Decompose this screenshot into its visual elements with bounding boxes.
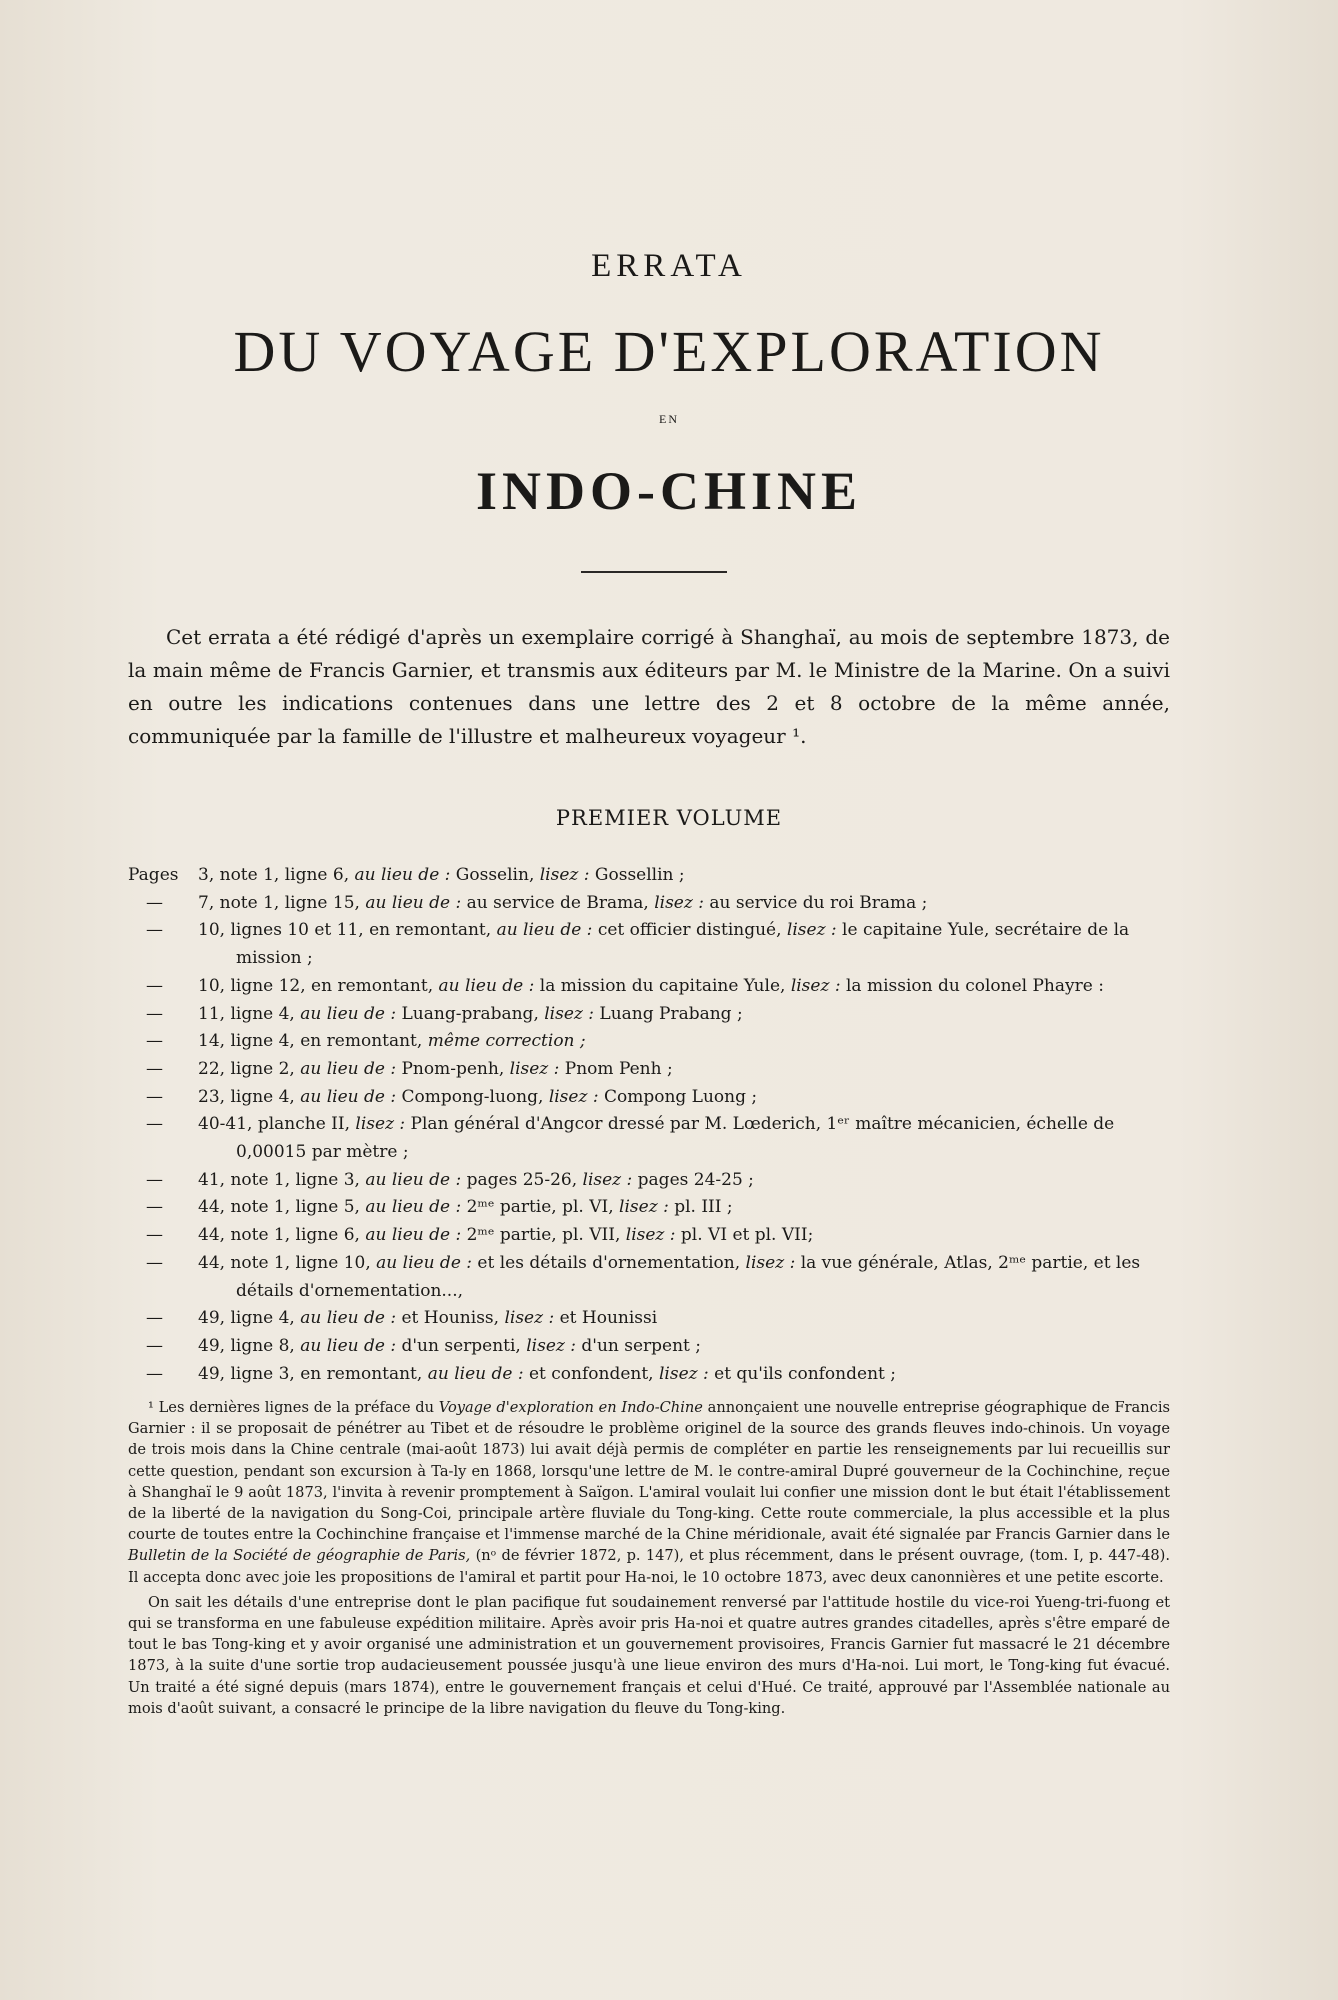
errata-row-text: pages 25-26,: [461, 1169, 583, 1190]
errata-row-text: 41, note 1, ligne 3,: [198, 1169, 366, 1190]
errata-row-text: 44, note 1, ligne 10,: [198, 1252, 377, 1273]
errata-row-text: Plan général d'Angcor dressé par M. Lœderich, 1ᵉʳ maître mécanicien, échelle de: [405, 1114, 1115, 1135]
errata-row-instruction: au lieu de :: [365, 892, 462, 913]
errata-row-text: Compong-luong,: [396, 1086, 549, 1107]
errata-row-lead: —: [146, 920, 163, 941]
errata-row-instruction: au lieu de :: [300, 1308, 397, 1329]
errata-row-text: et Houniss,: [396, 1308, 505, 1329]
errata-row-text: 22, ligne 2,: [198, 1058, 301, 1079]
errata-row: [128, 973, 1170, 1001]
errata-row: [128, 1167, 1170, 1195]
errata-row-lead: —: [146, 1058, 163, 1079]
errata-row-text: 10, lignes 10 et 11, en remontant,: [198, 920, 497, 941]
errata-row-instruction: lisez :: [625, 1225, 676, 1246]
errata-row-instruction: lisez :: [355, 1114, 406, 1135]
errata-row-text: 11, ligne 4,: [198, 1003, 301, 1024]
errata-row-instruction: même correction ;: [427, 1031, 586, 1052]
errata-row-lead: —: [146, 1252, 163, 1273]
errata-row-text: cet officier distingué,: [592, 920, 787, 941]
title-connector: EN: [659, 412, 679, 426]
footnote-paragraph-2: On sait les détails d'une entreprise dont le plan pacifique fut soudainement renversé par l'attitude hostile du vice-roi Yueng-tri-fuong et qui se transforma en une fabuleuse expédition militaire. Après avoir pris Ha-noi et quatre autres grandes citadelles, après s'être emparé de tout le bas Tong-king et y avoir organisé une administration et un gouvernement provisoires, Francis Garnier fut massacré le 21 décembre 1873, à la suite d'une sortie trop audacieusement poussée jusqu'à une lieue environ des murs d'Ha-noi. Lui mort, le Tong-king fut évacué. Un traité a été signé depuis (mars 1874), entre le gouvernement français et celui d'Hué. Ce traité, approuvé par l'Assemblée nationale au mois d'août suivant, a consacré le principe de la libre navigation du fleuve du Tong-king.: [128, 1593, 1170, 1717]
errata-row: [128, 1194, 1170, 1222]
errata-row-instruction: lisez :: [526, 1335, 576, 1356]
errata-row: [128, 1222, 1170, 1250]
errata-row-instruction: au lieu de :: [496, 920, 593, 941]
errata-row-text: 7, note 1, ligne 15,: [198, 892, 366, 913]
errata-row-text: au service du roi Brama ;: [703, 892, 928, 913]
errata-row: [128, 917, 1170, 972]
errata-row-instruction: lisez :: [548, 1086, 599, 1107]
footnote-text: (nᵒ de février 1872, p. 147), et plus récemment, dans le présent ouvrage, (tom. I, p. 447-48). Il accepta donc avec joie les propositions de l'amiral et partit pour Ha-noi, le 10 octobre 1873, avec deux canonnières et une petite escorte.: [128, 1547, 1171, 1586]
intro-paragraph: Cet errata a été rédigé d'après un exemplaire corrigé à Shanghaï, au mois de septembre 1873, de la main même de Francis Garnier, et transmis aux éditeurs par M. le Ministre de la Marine. On a suivi en outre les indications contenues dans une lettre des 2 et 8 octobre de la même année, communiquée par la famille de l'illustre et malheureux voyageur ¹.: [128, 625, 1170, 748]
errata-row-lead: —: [146, 975, 163, 996]
main-title: DU VOYAGE D'EXPLORATION: [233, 319, 1105, 384]
errata-row-instruction: au lieu de :: [365, 1197, 462, 1218]
errata-row: [128, 1361, 1170, 1389]
errata-row-lead: —: [146, 1363, 163, 1384]
footnote-text: annonçaient une nouvelle entreprise géographique de Francis Garnier : il se proposait de pénétrer au Tibet et de résoudre le problème originel de la source des grands fleuves indo-chinois. Un voyage de trois mois dans la Chine centrale (mai-août 1873) lui avait déjà permis de compléter en partie les renseignements par lui recueillis sur cette question, pendant son excursion à Ta-ly en 1868, lorsqu'une lettre de M. le contre-amiral Dupré gouverneur de la Cochinchine, reçue à Shanghaï le 9 août 1873, l'invita à revenir promptement à Saïgon. L'amiral voulait lui confier une mission dont le but était l'établissement de la liberté de la navigation du Song-Coi, principale artère fluviale du Tong-king. Cette route commerciale, la plus accessible et la plus courte de toutes entre la Cochinchine française et l'immense marché de la Chine méridionale, avait été signalée par Francis Garnier dans le: [128, 1399, 1170, 1544]
errata-row-instruction: lisez :: [786, 920, 837, 941]
errata-row-text: 3, note 1, ligne 6,: [198, 865, 355, 885]
errata-row-text: Gossellin ;: [589, 865, 685, 885]
errata-row-continuation: détails d'ornementation...,: [236, 1280, 464, 1301]
errata-row-lead: —: [146, 1225, 163, 1246]
errata-row: [128, 1056, 1170, 1084]
errata-row-text: et les détails d'ornementation,: [472, 1252, 746, 1273]
errata-row-text: Compong Luong ;: [598, 1086, 758, 1107]
errata-row-lead: —: [146, 1169, 163, 1190]
errata-row-text: et confondent,: [523, 1363, 659, 1384]
errata-row-text: d'un serpenti,: [396, 1335, 527, 1356]
errata-row-text: pl. VI et pl. VII;: [675, 1225, 814, 1246]
errata-row-instruction: au lieu de :: [427, 1363, 524, 1384]
footnote-paragraph-1: [128, 1397, 1170, 1588]
errata-row-text: 14, ligne 4, en remontant,: [198, 1031, 428, 1052]
errata-row-text: 49, ligne 4,: [198, 1308, 301, 1329]
errata-row: [128, 1084, 1170, 1112]
errata-row-lead: —: [146, 1086, 163, 1107]
errata-row-instruction: lisez :: [619, 1197, 669, 1218]
errata-row-instruction: au lieu de :: [376, 1252, 473, 1273]
errata-row-instruction: au lieu de :: [438, 975, 535, 996]
errata-row-text: Pnom-penh,: [396, 1058, 510, 1079]
errata-row-lead: —: [146, 1308, 163, 1329]
errata-row-text: la mission du colonel Phayre :: [840, 975, 1104, 996]
errata-row-text: pages 24-25 ;: [632, 1169, 754, 1190]
errata-row: [128, 1305, 1170, 1333]
errata-row-instruction: au lieu de :: [300, 1058, 397, 1079]
errata-row-text: 44, note 1, ligne 5,: [198, 1197, 366, 1218]
errata-row-text: 40-41, planche II,: [198, 1114, 356, 1135]
errata-row-instruction: au lieu de :: [354, 865, 451, 885]
errata-row-instruction: lisez :: [539, 865, 590, 885]
errata-row-instruction: lisez :: [544, 1003, 594, 1024]
footnote-text: ¹ Les dernières lignes de la préface du: [148, 1399, 439, 1416]
errata-row: [128, 890, 1170, 918]
errata-row-lead: —: [146, 892, 163, 913]
errata-list: [128, 862, 1170, 1388]
errata-row-text: Luang-prabang,: [396, 1003, 545, 1024]
errata-row: [128, 862, 1170, 890]
errata-row-instruction: lisez :: [504, 1308, 555, 1329]
volume-heading: PREMIER VOLUME: [555, 806, 783, 830]
errata-title: ERRATA: [591, 248, 747, 284]
errata-row-lead: —: [146, 1003, 163, 1024]
errata-row-instruction: au lieu de :: [365, 1225, 462, 1246]
errata-row-text: au service de Brama,: [461, 892, 655, 913]
region-title: INDO-CHINE: [475, 461, 863, 521]
errata-row-instruction: au lieu de :: [300, 1086, 397, 1107]
errata-row-lead: —: [146, 1335, 163, 1356]
errata-row-text: Luang Prabang ;: [594, 1003, 743, 1024]
errata-row-text: le capitaine Yule, secrétaire de la: [836, 920, 1130, 941]
errata-row-instruction: lisez :: [745, 1252, 796, 1273]
errata-row-text: la mission du capitaine Yule,: [534, 975, 791, 996]
errata-row-text: et Hounissi: [554, 1308, 658, 1329]
errata-row-text: 44, note 1, ligne 6,: [198, 1225, 366, 1246]
errata-row-instruction: lisez :: [582, 1169, 633, 1190]
footnote-book-title: Voyage d'exploration en Indo-Chine: [438, 1399, 703, 1416]
footnote-bulletin-title: Bulletin de la Société de géographie de Paris,: [128, 1547, 471, 1565]
errata-row-lead: —: [146, 1114, 163, 1135]
errata-row-text: 2ᵐᵉ partie, pl. VI,: [461, 1197, 620, 1218]
errata-row-lead: —: [146, 1197, 163, 1218]
errata-row-instruction: au lieu de :: [300, 1335, 397, 1356]
errata-row-text: et qu'ils confondent ;: [708, 1363, 896, 1384]
errata-row-instruction: lisez :: [658, 1363, 709, 1384]
errata-row-text: d'un serpent ;: [575, 1335, 702, 1356]
errata-row-text: 23, ligne 4,: [198, 1086, 301, 1107]
errata-row-continuation: 0,00015 par mètre ;: [236, 1142, 409, 1163]
errata-row-instruction: lisez :: [654, 892, 704, 913]
errata-row-text: la vue générale, Atlas, 2ᵐᵉ partie, et les: [795, 1252, 1141, 1273]
errata-row-instruction: au lieu de :: [365, 1169, 462, 1190]
errata-row-text: 49, ligne 8,: [198, 1335, 301, 1356]
errata-row-text: 10, ligne 12, en remontant,: [198, 975, 439, 996]
errata-row: [128, 1333, 1170, 1361]
title-divider: [581, 571, 727, 573]
errata-row-lead: —: [146, 1031, 163, 1052]
errata-row-instruction: lisez :: [790, 975, 841, 996]
errata-row-instruction: au lieu de :: [300, 1003, 397, 1024]
errata-row-text: 2ᵐᵉ partie, pl. VII,: [461, 1225, 626, 1246]
errata-row-text: 49, ligne 3, en remontant,: [198, 1363, 428, 1384]
errata-row-text: pl. III ;: [668, 1197, 733, 1218]
errata-row-text: Pnom Penh ;: [559, 1058, 673, 1079]
errata-row: [128, 1250, 1170, 1305]
errata-row-instruction: lisez :: [509, 1058, 560, 1079]
errata-row-text: Gosselin,: [450, 865, 540, 885]
errata-row: [128, 1111, 1170, 1166]
errata-row: [128, 1001, 1170, 1029]
footnote: [128, 1397, 1170, 1719]
errata-row: [128, 1028, 1170, 1056]
errata-row-continuation: mission ;: [236, 948, 313, 969]
errata-row-lead: Pages: [128, 865, 179, 885]
